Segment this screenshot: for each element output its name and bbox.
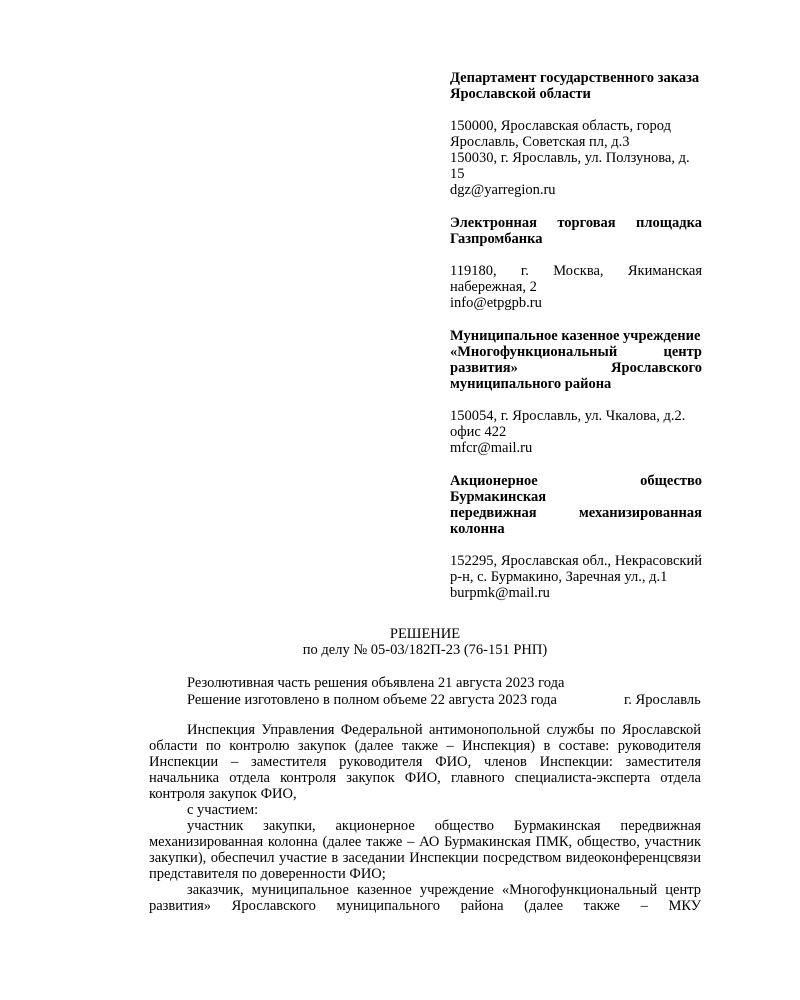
announced-date-line [187, 675, 707, 692]
recipient-ao-bpmk [450, 473, 702, 601]
address-line: Ярославль, Советская пл, д.3 [450, 134, 630, 150]
recipient-name [450, 328, 702, 392]
recipient-address [450, 263, 702, 311]
recipient-name-line: развития» Ярославского [450, 360, 702, 376]
address-line: 150054, г. Ярославль, ул. Чкалова, д.2. [450, 408, 686, 424]
recipient-name-line: муниципального района [450, 376, 612, 392]
address-line: набережная, 2 [450, 279, 537, 295]
address-line: 15 [450, 166, 465, 182]
decision-dates [187, 675, 707, 709]
decision-title [0, 626, 800, 658]
recipient-name [450, 473, 702, 537]
body-paragraph-participation: с участием: [187, 802, 259, 818]
address-line: 150030, г. Ярославль, ул. Ползунова, д. [450, 150, 690, 166]
recipient-name-line: Департамент государственного заказа [450, 70, 700, 86]
recipient-address [450, 118, 702, 198]
city-label: г. Ярославль [624, 692, 701, 708]
produced-date-line [187, 692, 707, 709]
recipient-name-line: Ярославской области [450, 86, 591, 102]
recipient-etp-gpb [450, 215, 702, 311]
address-line: 152295, Ярославская обл., Некрасовский [450, 553, 702, 569]
recipient-name-line: Муниципальное казенное учреждение [450, 328, 701, 344]
body-paragraph-participant: участник закупки, акционерное общество Бурмакинская передвижная механизированная колонна (далее также – АО Бурмакинская ПМК, общество, участник закупки), обеспечил участие в заседании Инспекции посредством видеоконференцсвязи представителя по доверенности ФИО; [149, 818, 701, 882]
address-line: р-н, с. Бурмакино, Заречная ул., д.1 [450, 569, 668, 585]
recipient-name-line: Газпромбанка [450, 231, 543, 247]
recipient-address [450, 553, 702, 601]
recipient-name-line: передвижная механизированная [450, 505, 702, 521]
case-number: по делу № 05-03/182П-23 (76-151 РНП) [302, 642, 548, 658]
recipient-mku [450, 328, 702, 456]
body-paragraph-customer: заказчик, муниципальное казенное учреждение «Многофункциональный центр развития» Ярославского муниципального района (далее также – МКУ [149, 882, 701, 914]
document-heading: РЕШЕНИЕ [389, 626, 461, 642]
address-line: офис 422 [450, 424, 507, 440]
produced-date-text: Решение изготовлено в полном объеме 22 августа 2023 года [187, 692, 557, 708]
announced-date-text: Резолютивная часть решения объявлена 21 августа 2023 года [187, 675, 565, 691]
recipient-name-line: «Многофункциональный центр [450, 344, 702, 360]
recipient-name [450, 70, 702, 102]
email-line: burpmk@mail.ru [450, 585, 550, 601]
recipient-dgz [450, 70, 702, 198]
email-line: mfcr@mail.ru [450, 440, 533, 456]
recipient-name-line: Электронная торговая площадка [450, 215, 702, 231]
email-line: info@etpgpb.ru [450, 295, 542, 311]
address-line: 119180, г. Москва, Якиманская [450, 263, 702, 279]
recipient-address [450, 408, 702, 456]
recipient-name-line: колонна [450, 521, 505, 537]
addressee-block [450, 70, 702, 601]
decision-body [149, 722, 701, 914]
recipient-name-line: Акционерное общество Бурмакинская [450, 473, 702, 505]
recipient-name [450, 215, 702, 247]
address-line: 150000, Ярославская область, город [450, 118, 672, 134]
body-paragraph-inspection: Инспекция Управления Федеральной антимонопольной службы по Ярославской области по контролю закупок (далее также – Инспекция) в составе: руководителя Инспекции – заместителя руководителя ФИО, членов Инспекции: заместителя начальника отдела контроля закупок ФИО, главного специалиста-эксперта отдела контроля закупок ФИО, [149, 722, 701, 802]
email-line: dgz@yarregion.ru [450, 182, 556, 198]
